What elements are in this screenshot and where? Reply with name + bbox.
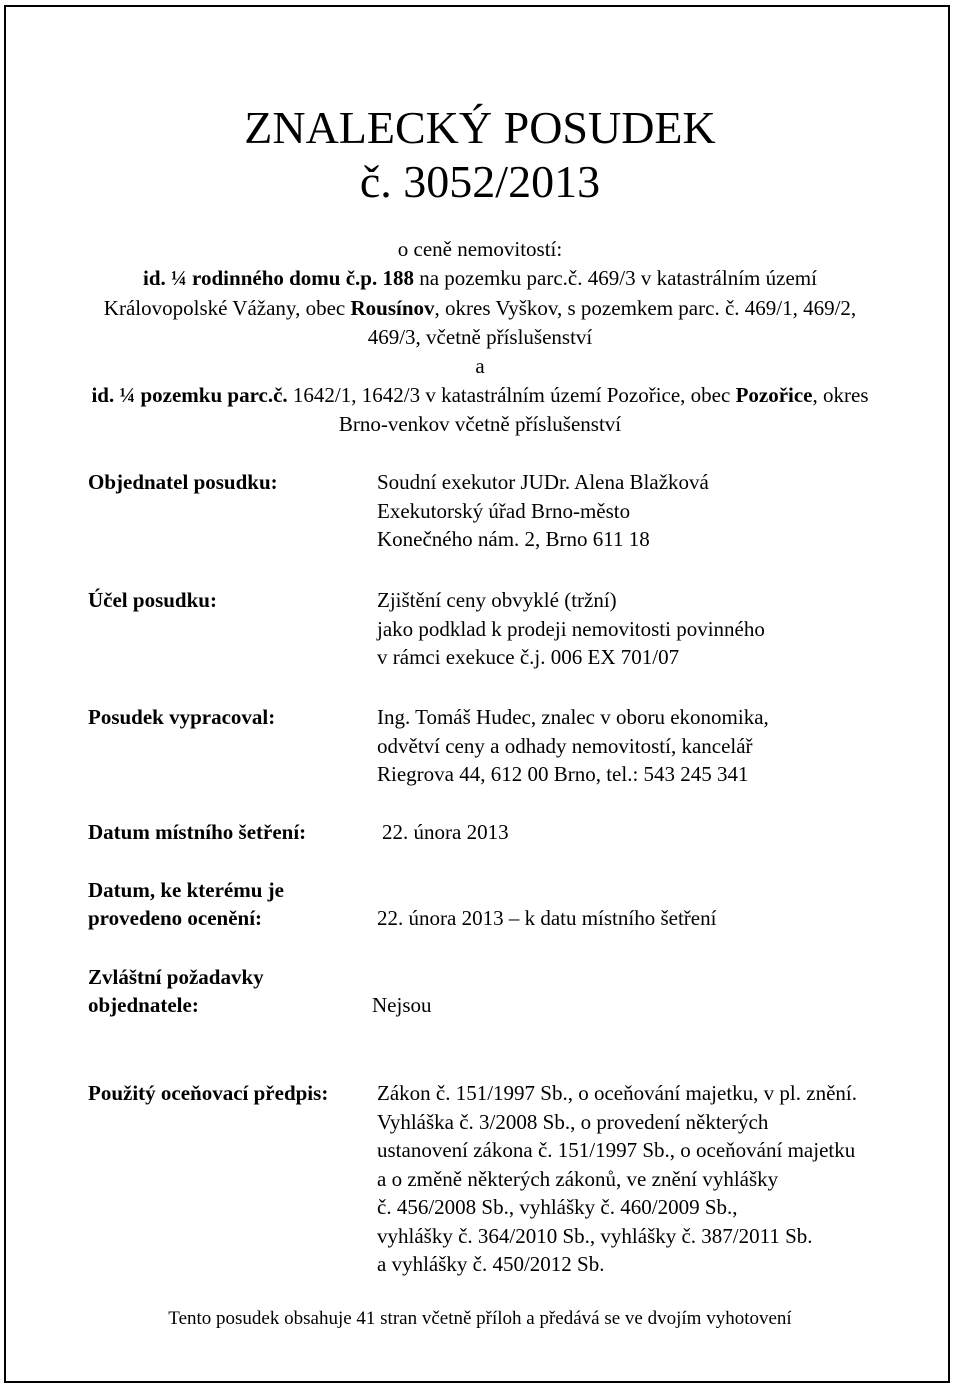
client-line: Soudní exekutor JUDr. Alena Blažková xyxy=(377,470,709,494)
subject-line-2-end: , okres Vyškov, s pozemkem parc. č. 469/1, 469/2, xyxy=(434,296,857,320)
client-label: Objednatel posudku: xyxy=(88,470,278,494)
author-line: odvětví ceny a odhady nemovitostí, kancelář xyxy=(377,733,753,758)
inspection-date-value: 22. února 2013 xyxy=(382,820,509,844)
regulation-line: č. 456/2008 Sb., vyhlášky č. 460/2009 Sb., xyxy=(377,1195,738,1219)
subject-intro: o ceně nemovitostí: xyxy=(397,237,563,261)
subject-property-1: id. ¼ rodinného domu č.p. 188 xyxy=(143,266,414,290)
purpose-label: Účel posudku: xyxy=(88,588,217,612)
regulation-line: a vyhlášky č. 450/2012 Sb. xyxy=(377,1252,605,1276)
regulation-line: Zákon č. 151/1997 Sb., o oceňování majetku, v pl. znění. xyxy=(377,1081,857,1105)
document-number: č. 3052/2013 xyxy=(359,156,601,207)
author-line: Ing. Tomáš Hudec, znalec v oboru ekonomika, xyxy=(377,705,769,729)
subject-line-2-start: Královopolské Vážany, obec xyxy=(103,296,351,320)
valuation-date-label-2: provedeno ocenění: xyxy=(88,906,263,930)
subject-property-2: id. ¼ pozemku parc.č. xyxy=(91,383,288,407)
subject-line-3: 469/3, včetně příslušenství xyxy=(367,325,593,349)
subject-connector: a xyxy=(475,354,485,378)
subject-municipality-2: Pozořice xyxy=(735,383,813,407)
regulation-value xyxy=(377,1079,857,1279)
regulation-line: Vyhláška č. 3/2008 Sb., o provedení některých xyxy=(377,1109,769,1134)
requirements-label-1: Zvláštní požadavky xyxy=(88,965,264,989)
subject-line-4 xyxy=(0,382,960,408)
subject-line-4-end: , okres xyxy=(812,383,869,407)
valuation-date-value: 22. února 2013 – k datu místního šetření xyxy=(377,906,717,930)
subject-line-5: Brno-venkov včetně příslušenství xyxy=(338,412,622,436)
regulation-line: ustanovení zákona č. 151/1997 Sb., o oceňování majetku xyxy=(377,1138,856,1162)
subject-line-1-rest: na pozemku parc.č. 469/3 v katastrálním území xyxy=(413,266,817,290)
purpose-value xyxy=(377,586,765,672)
regulation-line: a o změně některých zákonů, ve znění vyhlášky xyxy=(377,1166,779,1191)
subject-line-4-mid: 1642/1, 1642/3 v katastrálním území Pozořice, obec xyxy=(287,383,736,407)
client-line: Exekutorský úřad Brno-město xyxy=(377,498,631,523)
client-value xyxy=(377,468,709,554)
purpose-line: v rámci exekuce č.j. 006 EX 701/07 xyxy=(377,645,680,669)
subject-municipality-1: Rousínov xyxy=(350,296,435,320)
author-label: Posudek vypracoval: xyxy=(88,705,276,729)
author-line: Riegrova 44, 612 00 Brno, tel.: 543 245 341 xyxy=(377,762,749,786)
valuation-date-label-1: Datum, ke kterému je xyxy=(88,878,284,902)
subject-line-1 xyxy=(0,265,960,291)
footer-note: Tento posudek obsahuje 41 stran včetně příloh a předává se ve dvojím vyhotovení xyxy=(168,1308,792,1329)
requirements-label-2: objednatele: xyxy=(88,993,199,1017)
document-title: ZNALECKÝ POSUDEK xyxy=(244,102,716,153)
purpose-line: Zjištění ceny obvyklé (tržní) xyxy=(377,588,617,612)
regulation-label: Použitý oceňovací předpis: xyxy=(88,1081,329,1105)
regulation-line: vyhlášky č. 364/2010 Sb., vyhlášky č. 387/2011 Sb. xyxy=(377,1223,813,1248)
purpose-line: jako podklad k prodeji nemovitosti povinného xyxy=(377,616,765,641)
author-value xyxy=(377,703,769,789)
requirements-value: Nejsou xyxy=(372,993,432,1017)
subject-line-2 xyxy=(0,295,960,321)
client-line: Konečného nám. 2, Brno 611 18 xyxy=(377,527,650,551)
inspection-date-label: Datum místního šetření: xyxy=(88,820,307,844)
